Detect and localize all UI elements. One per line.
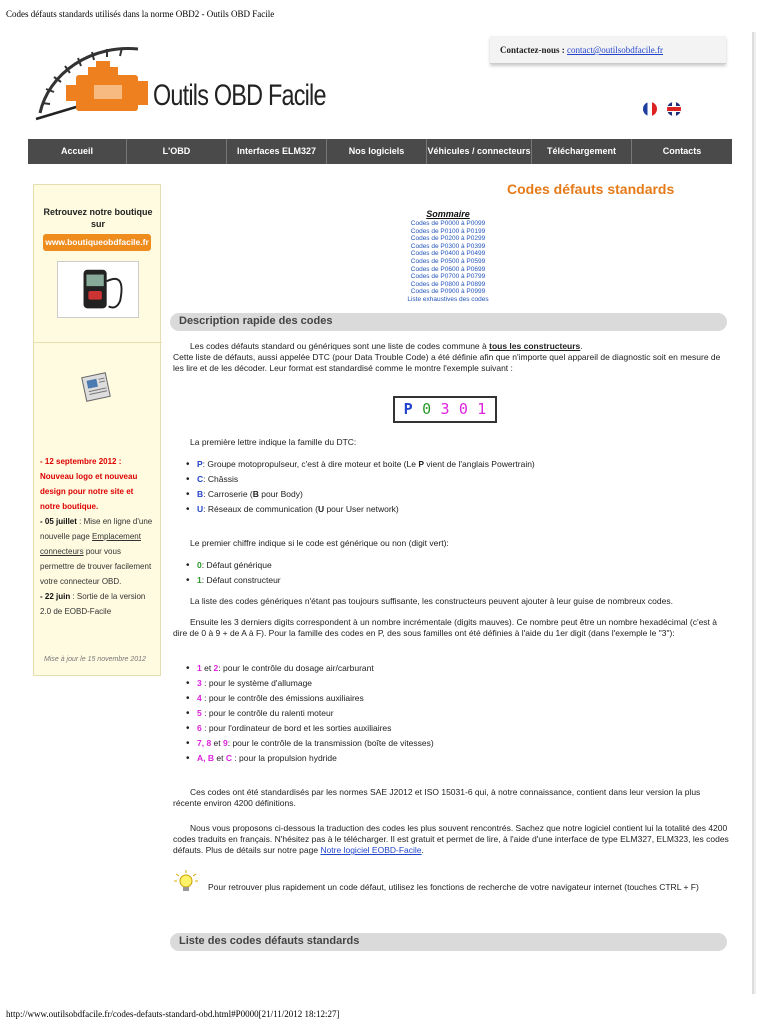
list-item: • 3 : pour le système d'allumage xyxy=(186,678,434,693)
translation-text: Nous vous proposons ci-dessous la traduction des codes les plus souvent rencontrés. Sachez que notre logiciel contient lui la totalité des 4200 codes traduits en français. N'hésitez pas à le télécharger. Il est gratuit et permet de lire, à l'aide d'une interface de type ELM327, ELM323, les codes défauts. Plus de détails sur notre page Notre logiciel EOBD-Facile. xyxy=(173,823,729,855)
contact-email-link[interactable]: contact@outilsobdfacile.fr xyxy=(567,45,664,55)
first-digit-text: Le premier chiffre indique si le code est générique ou non (digit vert): xyxy=(190,538,449,548)
news-date-1: - 12 septembre 2012 : xyxy=(40,457,122,466)
print-page-title: Codes défauts standards utilisés dans la norme OBD2 - Outils OBD Facile xyxy=(6,9,275,19)
news-text-2a: : Mise en ligne d'une nouvelle page xyxy=(40,517,153,541)
page-title: Codes défauts standards xyxy=(507,181,675,197)
last-digits-text: Ensuite les 3 derniers digits correspondent à un nombre incrémentale (digits mauves). Ce nombre peut être un nombre hexadécimal (c'est à dire de 0 à 9 + de A à F). Pour la famille des codes en P, des sous familles ont été définies à l'aide du 1er digit (dans l'exemple le "3"): xyxy=(173,617,718,638)
uk-flag-icon[interactable] xyxy=(667,102,681,116)
news-list xyxy=(40,454,154,624)
summary xyxy=(370,209,526,304)
news-text-1: Nouveau logo et nouveau design pour notre site et notre boutique. xyxy=(40,472,138,511)
shop-title: Retrouvez notre boutique sur xyxy=(43,207,153,229)
list-item: • C: Châssis xyxy=(186,474,535,489)
summary-link[interactable]: Codes de P0300 à P0399 xyxy=(410,242,486,250)
eobd-facile-link[interactable]: Notre logiciel EOBD-Facile xyxy=(320,845,422,855)
code-letter: P xyxy=(403,400,413,418)
summary-link[interactable]: Codes de P0100 à P0199 xyxy=(410,227,486,235)
summary-link[interactable]: Codes de P0700 à P0799 xyxy=(410,273,486,281)
updated-date: Mise à jour le 15 novembre 2012 xyxy=(44,656,146,663)
list-item: • A, B et C : pour la propulsion hydride xyxy=(186,753,434,768)
section-title: Liste des codes défauts standards xyxy=(179,935,360,947)
code-digit: 0 xyxy=(458,400,468,418)
dtc-example-code xyxy=(393,396,497,423)
search-tip: Pour retrouver plus rapidement un code défaut, utilisez les fonctions de recherche de votre navigateur internet (touches CTRL + F) xyxy=(208,882,699,892)
summary-link[interactable]: Codes de P0400 à P0499 xyxy=(410,250,486,258)
section-header-description xyxy=(170,313,727,331)
list-item: • 1: Défaut constructeur xyxy=(186,575,281,590)
summary-link[interactable]: Codes de P0200 à P0299 xyxy=(410,235,486,243)
family-list xyxy=(186,663,434,768)
print-footer-url: http://www.outilsobdfacile.fr/codes-defauts-standard-obd.html#P0000[21/11/2012 18:12:27] xyxy=(6,1009,340,1019)
list-item: • 1 et 2: pour le contrôle du dosage air/carburant xyxy=(186,663,434,678)
contact-box xyxy=(490,36,726,64)
nav-vehicules-connecteurs[interactable]: Véhicules / connecteurs xyxy=(427,139,532,164)
news-text-3: : Sortie de la version 2.0 de EOBD-Facile xyxy=(40,592,146,616)
summary-link[interactable]: Codes de P0500 à P0599 xyxy=(410,257,486,265)
obd-scanner-product-image[interactable] xyxy=(57,261,139,318)
news-date-3: - 22 juin xyxy=(40,592,71,601)
sidebar-divider xyxy=(34,342,162,343)
list-item: • 5 : pour le contrôle du ralenti moteur xyxy=(186,708,434,723)
nav-contacts[interactable]: Contacts xyxy=(662,146,702,156)
list-item: • P: Groupe motopropulseur, c'est à dire moteur et boite (Le P vient de l'anglais Powertrain) xyxy=(186,459,535,474)
summary-title: Sommaire xyxy=(426,209,470,219)
newspaper-icon xyxy=(78,367,116,405)
nav-obd[interactable]: L'OBD xyxy=(127,139,227,164)
code-digit: 3 xyxy=(440,400,450,418)
intro-paragraph-2: Cette liste de défauts, aussi appelée DTC (pour Data Trouble Code) a été définie afin que n'importe quel appareil de diagnostic soit en mesure de les lire et de les décoder. Leur format est standardisé comme le montre l'exemple suivant : xyxy=(173,352,721,373)
first-letter-text: La première lettre indique la famille du DTC: xyxy=(190,437,357,447)
summary-link[interactable]: Codes de P0900 à P0999 xyxy=(410,288,486,296)
list-item: • 6 : pour l'ordinateur de bord et les sorties auxiliaires xyxy=(186,723,434,738)
summary-link[interactable]: Codes de P0800 à P0899 xyxy=(410,280,486,288)
summary-link[interactable]: Codes de P0600 à P0699 xyxy=(410,265,486,273)
nav-telechargement[interactable]: Téléchargement xyxy=(532,139,632,164)
letter-list xyxy=(186,459,535,519)
list-item: • U: Réseaux de communication (U pour User network) xyxy=(186,504,535,519)
logo-text: Outils OBD Facile xyxy=(153,79,326,112)
list-item: • B: Carroserie (B pour Body) xyxy=(186,489,535,504)
list-item: • 7, 8 et 9: pour le contrôle de la transmission (boîte de vitesses) xyxy=(186,738,434,753)
nav-nos-logiciels[interactable]: Nos logiciels xyxy=(327,139,427,164)
page-edge xyxy=(754,32,756,994)
generic-list-text: La liste des codes génériques n'étant pas toujours suffisante, les constructeurs peuvent ajouter à leur guise de nombreux codes. xyxy=(190,596,673,606)
code-digit: 1 xyxy=(477,400,487,418)
nav-interfaces-elm327[interactable]: Interfaces ELM327 xyxy=(227,139,327,164)
list-item: • 0: Défaut générique xyxy=(186,560,281,575)
section-header-liste xyxy=(170,933,727,951)
intro-paragraph: Les codes défauts standard ou génériques sont une liste de codes commune à tous les constructeurs. xyxy=(190,341,583,351)
summary-link[interactable]: Liste exhaustives des codes xyxy=(407,295,489,303)
summary-link[interactable]: Codes de P0000 à P0099 xyxy=(410,220,486,227)
norms-text: Ces codes ont été standardisés par les normes SAE J2012 et ISO 15031-6 qui, à notre connaissance, contient dans leur version la plus récente environ 4200 définitions. xyxy=(173,787,701,808)
lightbulb-icon xyxy=(174,870,198,894)
french-flag-icon[interactable] xyxy=(643,102,657,116)
news-link-connecteurs[interactable]: Emplacement connecteurs xyxy=(40,532,141,556)
news-date-2: - 05 juillet xyxy=(40,517,77,526)
code-digit: 0 xyxy=(422,400,432,418)
section-title: Description rapide des codes xyxy=(179,315,333,327)
digit-list xyxy=(186,560,281,590)
main-nav xyxy=(28,139,732,164)
news-text-2b: pour vous permettre de trouver facilement votre connecteur OBD. xyxy=(40,547,152,586)
list-item: • 4 : pour le contrôle des émissions auxiliaires xyxy=(186,693,434,708)
shop-button[interactable]: www.boutiqueobdfacile.fr xyxy=(43,234,151,251)
nav-accueil[interactable]: Accueil xyxy=(28,139,127,164)
intro-link[interactable]: tous les constructeurs xyxy=(489,341,581,351)
contact-label: Contactez-nous : xyxy=(500,45,565,55)
